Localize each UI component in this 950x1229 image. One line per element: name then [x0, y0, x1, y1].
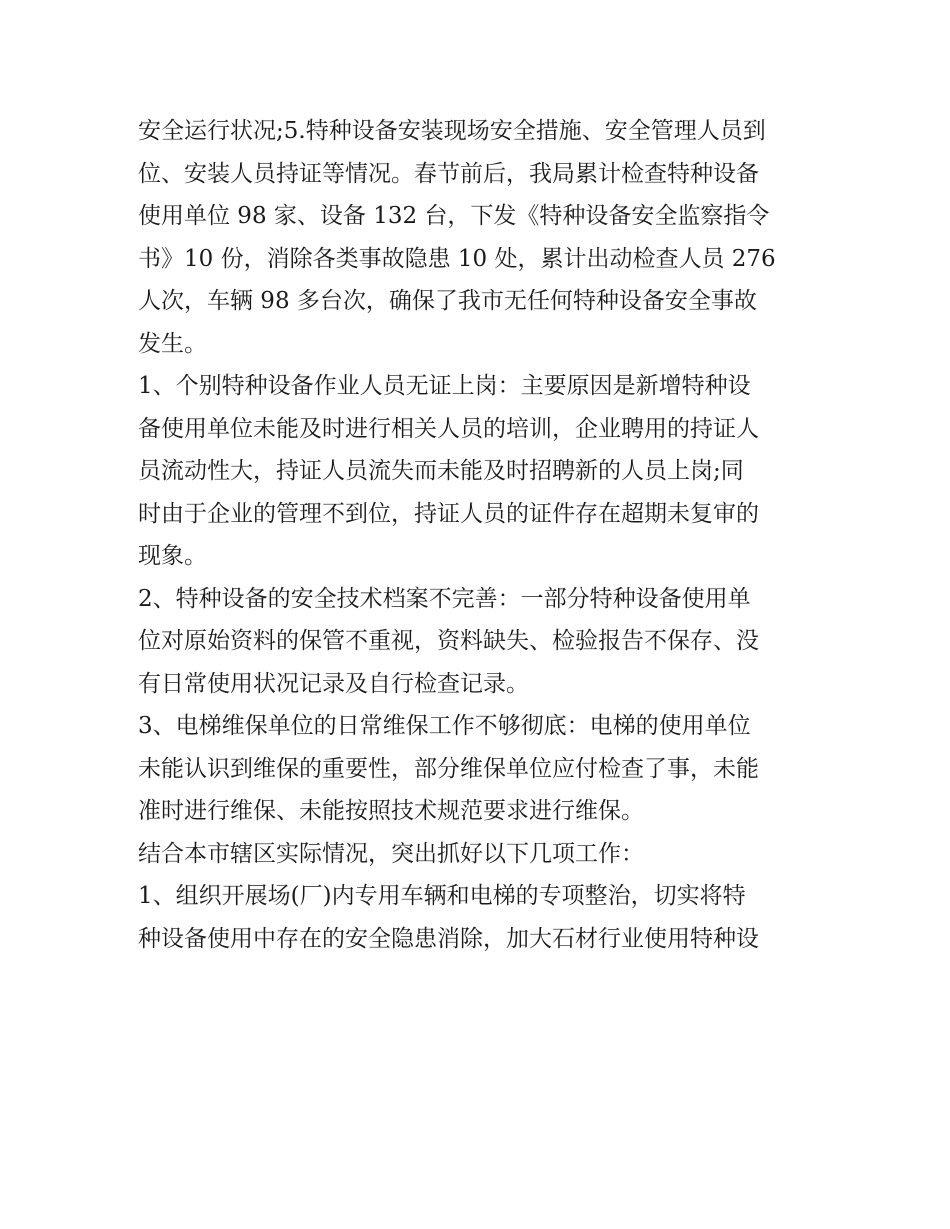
text-line: 现象。 [138, 543, 207, 569]
text-line: 时由于企业的管理不到位，持证人员的证件存在超期未复审的 [138, 500, 759, 527]
text-line: 1、个别特种设备作业人员无证上岗：主要原因是新增特种设 [138, 373, 751, 399]
text-line: 位对原始资料的保管不重视，资料缺失、检验报告不保存、没 [138, 628, 759, 654]
text-line: 未能认识到维保的重要性，部分维保单位应付检查了事，未能 [138, 755, 759, 782]
text-line: 书》10 份，消除各类事故隐患 10 处，累计出动检查人员 276 [138, 245, 776, 272]
text-line: 种设备使用中存在的安全隐患消除，加大石材行业使用特种设 [138, 925, 759, 952]
text-line: 准时进行维保、未能按照技术规范要求进行维保。 [138, 798, 644, 824]
text-line: 安全运行状况;5.特种设备安装现场安全措施、安全管理人员到 [138, 118, 766, 144]
document-body [138, 110, 818, 960]
text-line: 结合本市辖区实际情况，突出抓好以下几项工作： [138, 840, 644, 867]
text-line: 位、安装人员持证等情况。春节前后，我局累计检查特种设备 [138, 160, 759, 187]
text-line: 发生。 [138, 330, 207, 357]
text-line: 人次，车辆 98 多台次，确保了我市无任何特种设备安全事故 [138, 288, 757, 314]
text-line: 2、特种设备的安全技术档案不完善：一部分特种设备使用单 [138, 585, 751, 612]
text-line: 备使用单位未能及时进行相关人员的培训，企业聘用的持证人 [138, 415, 759, 442]
text-line: 使用单位 98 家、设备 132 台，下发《特种设备安全监察指令 [138, 203, 770, 229]
text-line: 1、组织开展场(厂)内专用车辆和电梯的专项整治，切实将特 [138, 883, 746, 909]
text-line: 员流动性大，持证人员流失而未能及时招聘新的人员上岗;同 [138, 458, 744, 484]
text-line: 3、电梯维保单位的日常维保工作不够彻底：电梯的使用单位 [138, 713, 751, 739]
text-line: 有日常使用状况记录及自行检查记录。 [138, 670, 529, 697]
